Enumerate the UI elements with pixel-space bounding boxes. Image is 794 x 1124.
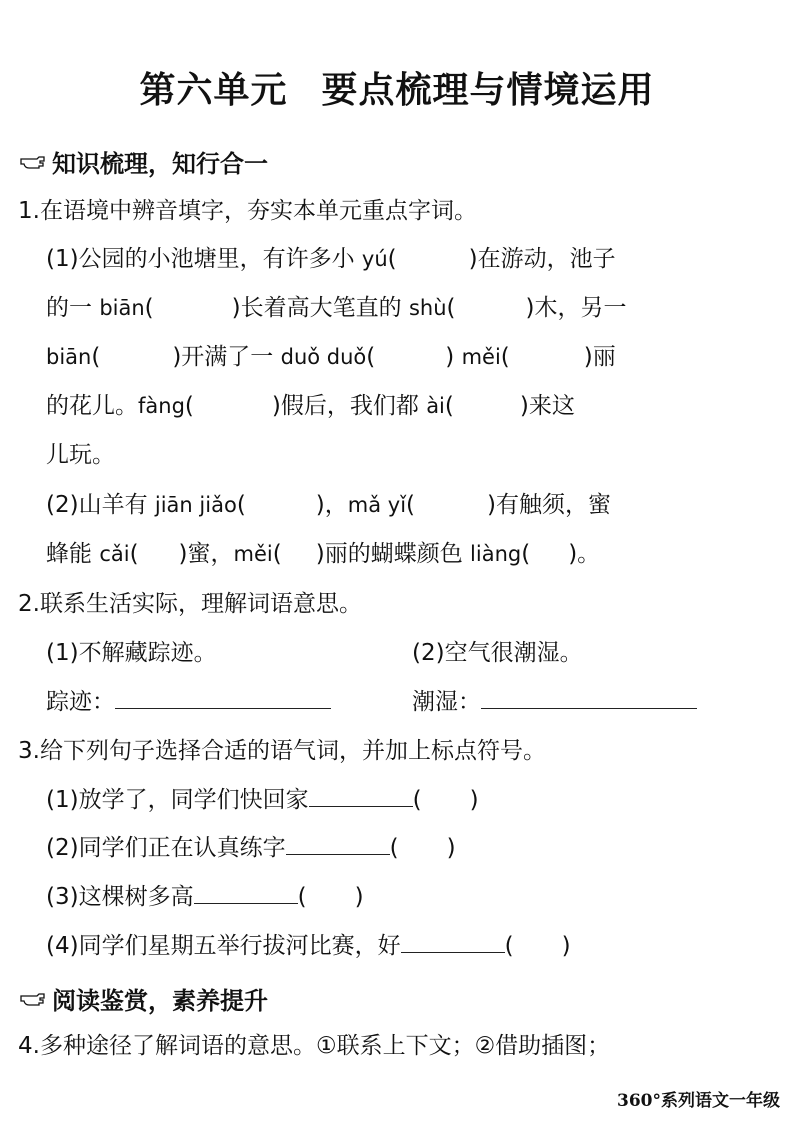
pointing-hand-icon <box>20 155 46 169</box>
q1-p1-line5: 儿玩。 <box>46 442 115 468</box>
answer-line[interactable] <box>115 686 331 709</box>
q1-p1-line1: (1)公园的小池塘里，有许多小 yú( )在游动，池子 <box>46 246 616 272</box>
q2-answer-a: 踪迹： <box>46 686 331 718</box>
q1-p1-line2: 的一 biān( )长着高大笔直的 shù( )木，另一 <box>46 295 627 321</box>
q2-answer-b: 潮湿： <box>412 686 697 718</box>
q3-sentence-1: (1)放学了，同学们快回家 ( ) <box>46 784 479 816</box>
answer-line[interactable] <box>401 930 505 953</box>
answer-line[interactable] <box>194 881 298 904</box>
section-heading-1 <box>20 144 268 179</box>
q3-sentence-4: (4)同学们星期五举行拔河比赛，好 ( ) <box>46 930 571 962</box>
pointing-hand-icon <box>20 992 46 1006</box>
title-unit: 第六单元 <box>139 69 288 111</box>
q3-sentence-2: (2)同学们正在认真练字 ( ) <box>46 832 456 864</box>
section-heading-2 <box>20 981 268 1016</box>
page-title <box>0 62 794 113</box>
answer-line[interactable] <box>286 832 390 855</box>
q2-item-a: (1)不解藏踪迹。 <box>46 640 217 666</box>
q1-p2-line1: (2)山羊有 jiān jiǎo( )，mǎ yǐ( )有触须，蜜 <box>46 492 612 518</box>
q2-item-b: (2)空气很潮湿。 <box>412 640 583 666</box>
footer-series: 360°系列语文一年级 <box>617 1091 780 1111</box>
q3-sentence-3: (3)这棵树多高 ( ) <box>46 881 364 913</box>
question-2-heading: 2.联系生活实际，理解词语意思。 <box>18 591 362 617</box>
q1-p1-line3: biān( )开满了一 duǒ duǒ( ) měi( )丽 <box>46 344 616 370</box>
answer-line[interactable] <box>481 686 697 709</box>
section-heading-1-text: 知识梳理，知行合一 <box>52 150 268 178</box>
q1-p2-line2: 蜂能 cǎi( )蜜，měi( )丽的蝴蝶颜色 liàng( )。 <box>46 541 601 567</box>
question-4-heading: 4.多种途径了解词语的意思。①联系上下文；②借助插图； <box>18 1033 611 1059</box>
q1-p1-line4: 的花儿。fàng( )假后，我们都 ài( )来这 <box>46 393 575 419</box>
title-topic: 要点梳理与情境运用 <box>321 69 655 111</box>
question-1-heading: 1.在语境中辨音填字，夯实本单元重点字词。 <box>18 198 477 224</box>
question-3-heading: 3.给下列句子选择合适的语气词，并加上标点符号。 <box>18 738 546 764</box>
section-heading-2-text: 阅读鉴赏，素养提升 <box>52 987 268 1015</box>
answer-line[interactable] <box>309 784 413 807</box>
